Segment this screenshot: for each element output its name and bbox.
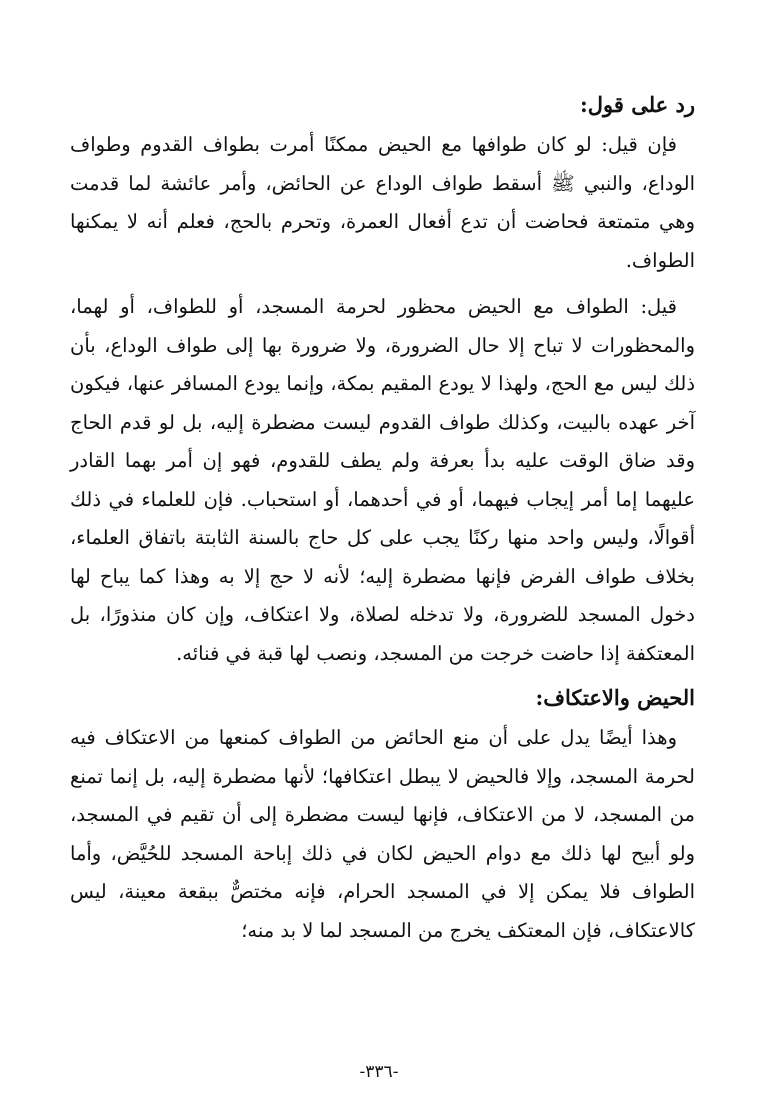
section-heading-reply: رد على قول: [580,92,695,117]
page-body [70,80,695,958]
paragraph-itikaf: وهذا أيضًا يدل على أن منع الحائض من الطواف كمنعها من الاعتكاف فيه لحرمة المسجد، وإلا فالحيض لا يبطل اعتكافها؛ لأنها مضطرة إليه، بل إنما تمنع من المسجد، لا من الاعتكاف، فإنها ليست مضطرة إلى أن تقيم في المسجد، ولو أبيح لها ذلك مع دوام الحيض لكان في ذلك إباحة المسجد للحُيَّض، وأما الطواف فلا يمكن إلا في المسجد الحرام، فإنه مختصٌّ ببقعة معينة، ليس كالاعتكاف، فإن المعتكف يخرج من المسجد لما لا بد منه؛ [70,726,695,942]
section-heading-menstruation-itikaf: الحيض والاعتكاف: [535,685,695,710]
paragraph-objection: فإن قيل: لو كان طوافها مع الحيض ممكنًا أمرت بطواف القدوم وطواف الوداع، والنبي ﷺ أسقط طواف الوداع عن الحائض، وأمر عائشة لما قدمت وهي متمتعة فحاضت أن تدع أفعال العمرة، وتحرم بالحج، فعلم أنه لا يمكنها الطواف. [70,133,695,272]
page-number: -٣٣٦- [359,1062,399,1082]
paragraph-response: قيل: الطواف مع الحيض محظور لحرمة المسجد، أو للطواف، أو لهما، والمحظورات لا تباح إلا حال الضرورة، ولا ضرورة بها إلى طواف الوداع، بأن ذلك ليس مع الحج، ولهذا لا يودع المقيم بمكة، وإنما يودع المسافر عنها، فيكون آخر عهده بالبيت، وكذلك طواف القدوم ليست مضطرة إليه، بل لو قدم الحاج وقد ضاق الوقت عليه بدأ بعرفة ولم يطف للقدوم، فهو إن أمر بهما القادر عليهما إما أمر إيجاب فيهما، أو في أحدهما، أو استحباب. فإن للعلماء في ذلك أقوالًا، وليس واحد منها ركنًا يجب على كل حاج بالسنة الثابتة باتفاق العلماء، بخلاف طواف الفرض فإنها مضطرة إليه؛ لأنه لا حج إلا به وهذا كما يباح لها دخول المسجد للضرورة، ولا تدخله لصلاة، ولا اعتكاف، وإن كان منذورًا، بل المعتكفة إذا حاضت خرجت من المسجد، ونصب لها قبة في فنائه. [70,295,695,665]
